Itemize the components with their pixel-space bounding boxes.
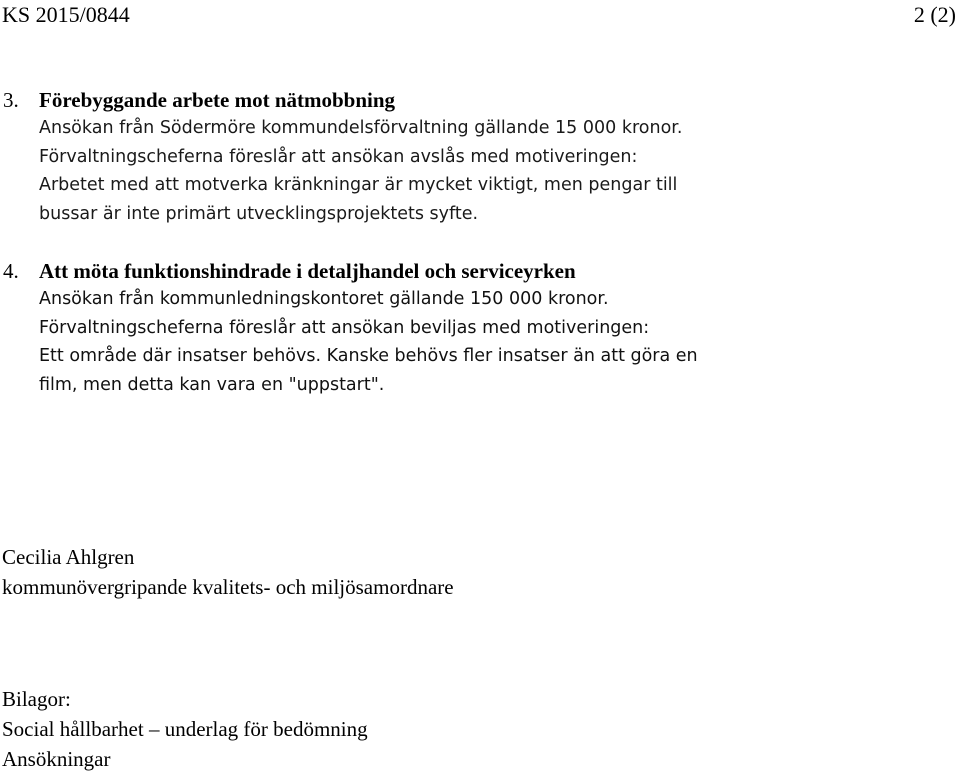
section-4-line: Ansökan från kommunledningskontoret gällande 150 000 kronor. [39,289,609,309]
signatory-name: Cecilia Ahlgren [2,545,135,569]
case-reference: KS 2015/0844 [2,2,130,27]
attachments-block [2,684,368,774]
signatory-role: kommunövergripande kvalitets- och miljösamordnare [2,575,454,599]
section-3-number: 3. [3,88,19,112]
attachment-item: Social hållbarhet – underlag för bedömning [2,717,368,741]
signature-block [2,542,454,602]
section-3-title: Förebyggande arbete mot nätmobbning [39,88,396,112]
section-4-line: Ett område där insatser behövs. Kanske behövs fler insatser än att göra en [39,346,698,366]
attachments-label: Bilagor: [2,687,71,711]
section-3-line: Arbetet med att motverka kränkningar är mycket viktigt, men pengar till [39,175,678,195]
section-4-body [3,285,903,399]
section-3-line: bussar är inte primärt utvecklingsprojektets syfte. [39,203,479,224]
section-4-title: Att möta funktionshindrade i detaljhandel och serviceyrken [39,259,576,283]
section-4 [3,257,903,399]
section-3-heading [3,86,903,114]
section-3-body [3,114,903,228]
attachment-item: Ansökningar [2,747,111,771]
section-3-line: Ansökan från Södermöre kommundelsförvaltning gällande 15 000 kronor. [39,118,683,138]
section-4-heading [3,257,903,285]
section-4-number: 4. [3,259,19,283]
section-3-line: Förvaltningscheferna föreslår att ansökan avslås med motiveringen: [39,146,638,167]
section-3 [3,86,903,228]
section-4-line: film, men detta kan vara en "uppstart". [39,374,385,395]
page-number: 2 (2) [913,2,956,27]
section-4-line: Förvaltningscheferna föreslår att ansökan beviljas med motiveringen: [39,317,650,338]
